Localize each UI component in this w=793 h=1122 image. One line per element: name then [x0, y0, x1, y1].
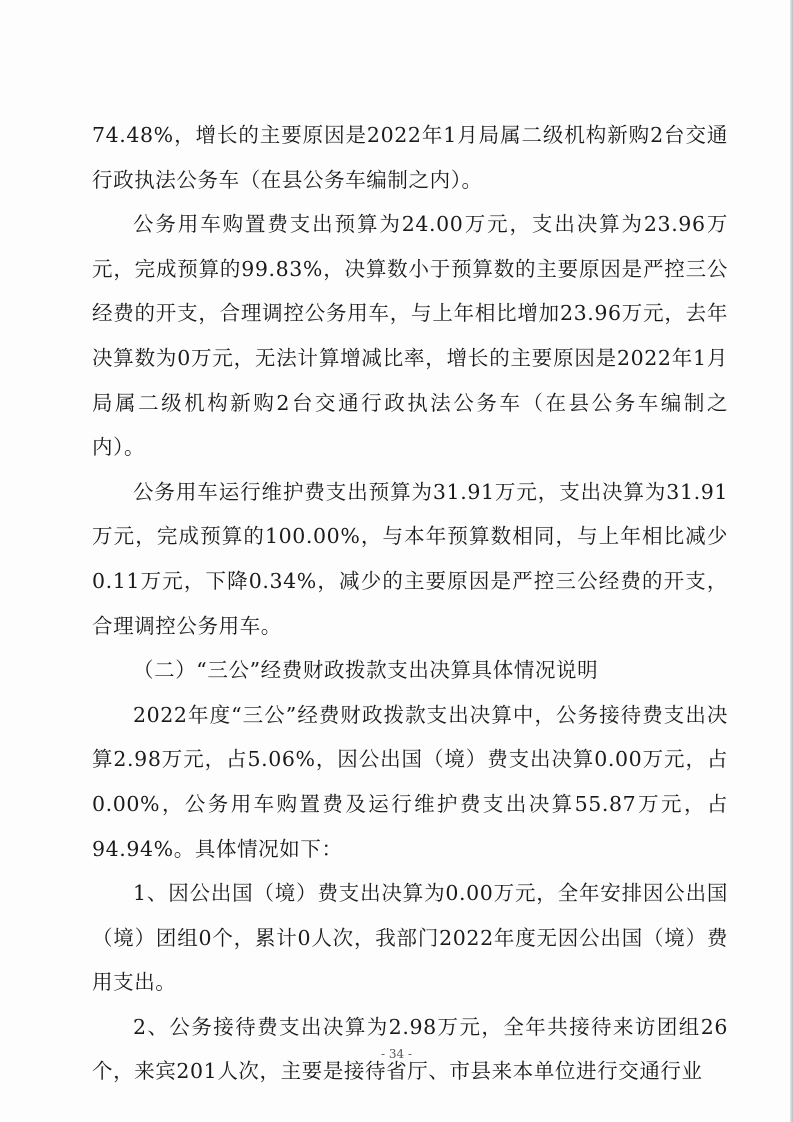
paragraph-summary: 2022年度“三公”经费财政拨款支出决算中，公务接待费支出决算2.98万元，占5.06%，因公出国（境）费支出决算0.00万元，占0.00%，公务用车购置费及运行维护费支出决算55.87万元，占94.94%。具体情况如下：	[92, 702, 728, 861]
paragraph-car-maintenance: 公务用车运行维护费支出预算为31.91万元，支出决算为31.91万元，完成预算的100.00%，与本年预算数相同，与上年相比减少0.11万元，下降0.34%，减少的主要原因是严控三公经费的开支，合理调控公务用车。	[92, 479, 728, 638]
body-text	[92, 113, 728, 1094]
paragraph-car-purchase: 公务用车购置费支出预算为24.00万元，支出决算为23.96万元，完成预算的99.83%，决算数小于预算数的主要原因是严控三公经费的开支，合理调控公务用车，与上年相比增加23.96万元，去年决算数为0万元，无法计算增减比率，增长的主要原因是2022年1月局属二级机构新购2台交通行政执法公务车（在县公务车编制之内）。	[92, 212, 728, 460]
page-number: - 34 -	[380, 1047, 412, 1061]
paragraph-overseas: 1、因公出国（境）费支出决算为0.00万元，全年安排因公出国（境）团组0个，累计0人次，我部门2022年度无因公出国（境）费用支出。	[92, 881, 728, 995]
paragraph-car-growth-reason: 74.48%，增长的主要原因是2022年1月局属二级机构新购2台交通行政执法公务车（在县公务车编制之内）。	[92, 123, 728, 192]
section-heading: （二）“三公”经费财政拨款支出决算具体情况说明	[133, 658, 599, 683]
paragraph-reception: 2、公务接待费支出决算为2.98万元，全年共接待来访团组26个，来宾201人次，主要是接待省厅、市县来本单位进行交通行业	[92, 1014, 728, 1084]
